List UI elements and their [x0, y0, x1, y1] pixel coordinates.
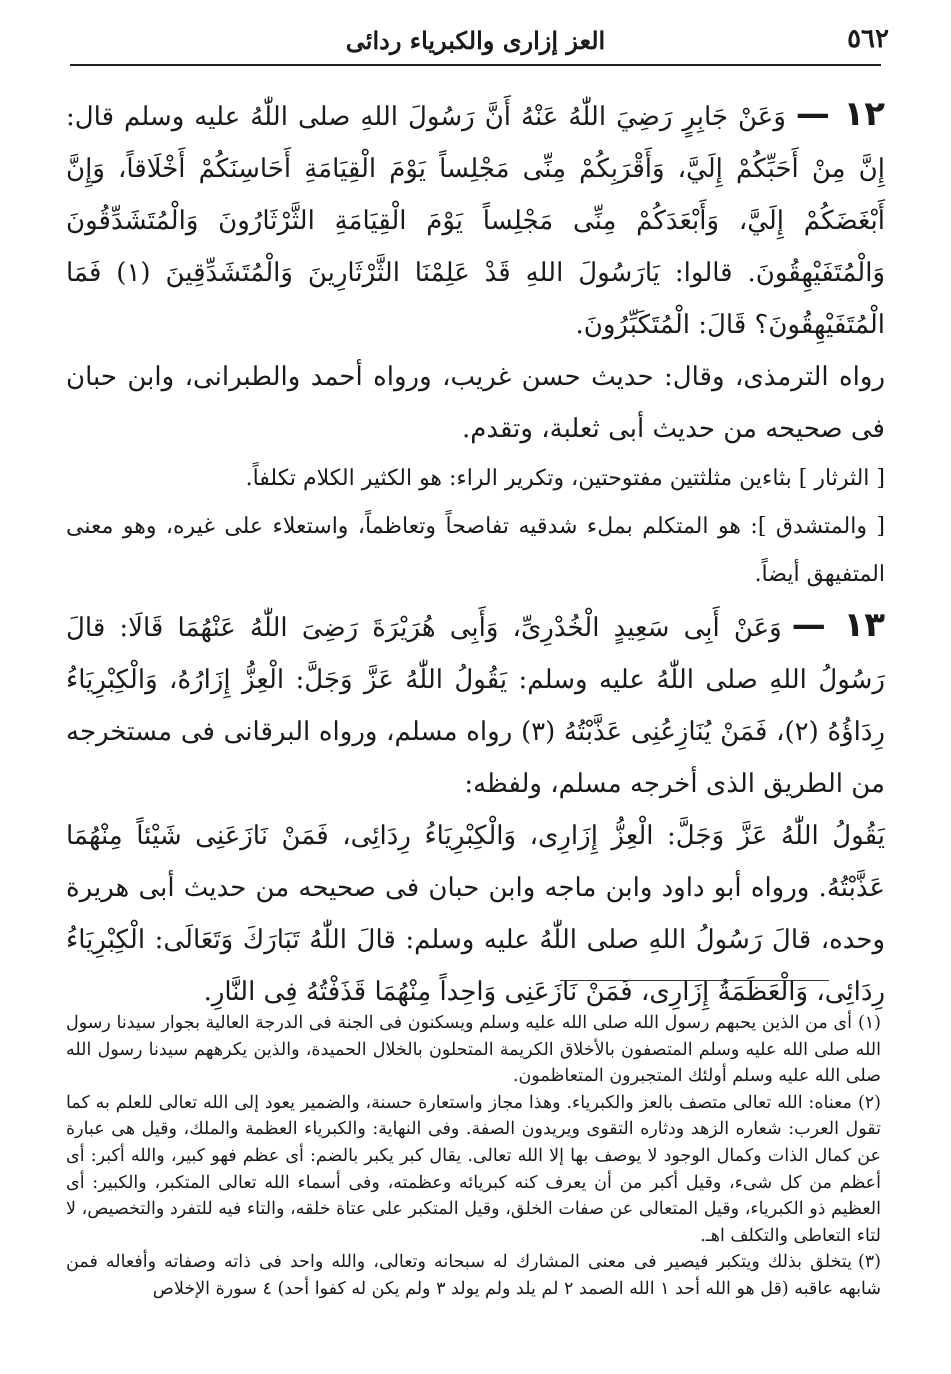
footnote: [66, 1090, 881, 1250]
footnote-number: (١): [857, 1013, 881, 1033]
gloss-tharthar: [ الثرثار ] بثاءين مثلثتين مفتوحتين، وتكرير الراء: هو الكثير الكلام تكلفاً.: [245, 466, 885, 491]
footnote: [66, 1249, 881, 1302]
footnote-number: (٣): [857, 1252, 881, 1273]
hadith-source: رواه الترمذى، وقال: حديث حسن غريب، ورواه أحمد والطبرانى، وابن حبان فى صحيحه من حديث أبى ثعلبة، وتقدم.: [66, 362, 885, 444]
hadith-text: وَعَنْ أَبِى سَعِيدٍ الْخُدْرِىِّ، وَأَبِى هُرَيْرَةَ رَضِىَ اللّٰهُ عَنْهُمَا قَالَا: قالَ رَسُولُ اللهِ صلى اللّٰهُ عليه وسلم: يَقُولُ اللّٰهُ عَزَّ وَجَلَّ: الْعِزُّ إِزَارُهُ، وَالْكِبْرِيَاءُ رِدَاؤُهُ (٢)، فَمَنْ يُنَازِعُنِى عَذَّبْتُهُ (٣) رواه مسلم، ورواه البرقانى فى مستخرجه من الطريق الذى أخرجه مسلم، ولفظه:: [66, 613, 885, 799]
main-text: [66, 88, 885, 1018]
footnote: [66, 1010, 881, 1090]
hadith-text: وَعَنْ جَابِرٍ رَضِيَ اللّٰهُ عَنْهُ أَنَّ رَسُولَ اللهِ صلى اللّٰهُ عليه وسلم قال: إِنَّ مِنْ أَحَبِّكُمْ إِلَيَّ، وَأَقْرَبِكُمْ مِنِّى مَجْلِساً يَوْمَ الْقِيَامَةِ أَحَاسِنَكُمْ أَخْلَاقاً، وَإِنَّ أَبْغَضَكُمْ إِلَيَّ، وَأَبْعَدَكُمْ مِنِّى مَجْلِساً يَوْمَ الْقِيَامَةِ الثَّرْثَارُونَ وَالْمُتَشَدِّقُونَ وَالْمُتَفَيْهِقُونَ. قالوا: يَارَسُولَ اللهِ قَدْ عَلِمْنَا الثَّرْثَارِينَ وَالْمُتَشَدِّقِينَ (١) فَمَا الْمُتَفَيْهِقُونَ؟ قَالَ: الْمُتَكَبِّرُونَ.: [66, 102, 886, 340]
footnote-text: يتخلق بذلك ويتكبر فيصير فى معنى المشارك له سبحانه وتعالى، والله واحد فى ذاته وصفاته وأفعاله فمن شابهه عاقبه (قل هو الله أحد ١ الله الصمد ٢ لم يلد ولم يولد ٣ ولم يكن له كفوا أحد) ٤ سورة الإخلاص: [66, 1252, 881, 1299]
hadith-12: [66, 88, 885, 351]
running-header: [58, 20, 893, 66]
hadith-13-continuation: يَقُولُ اللّٰهُ عَزَّ وَجَلَّ: الْعِزُّ إِزَارِى، وَالْكِبْرِيَاءُ رِدَائِى، فَمَنْ نَازَعَنِى شَيْئاً مِنْهُمَا عَذَّبْتُهُ. ورواه أبو داود وابن ماجه وابن حبان فى صحيحه من حديث أبى هريرة وحده، قالَ رَسُولُ اللهِ صلى اللّٰهُ عليه وسلم: قالَ اللّٰهُ تَبَارَكَ وَتَعَالَى: الْكِبْرِيَاءُ رِدَائِى، وَالْعَظَمَةُ إِزَارِى، فَمَنْ نَازَعَنِى وَاحِداً مِنْهُمَا قَذَفْتُهُ فِى النَّارِ.: [66, 821, 885, 1007]
footnote-number: (٢): [857, 1092, 881, 1113]
page-number: ٥٦٢: [847, 24, 889, 54]
header-rule: [70, 64, 881, 66]
footnote-text: معناه: الله تعالى متصف بالعز والكبرياء. وهذا مجاز واستعارة حسنة، والضمير يعود إلى الله تعالى للعلم به كما تقول العرب: شعاره الزهد ودثاره التقوى ويريدون الصفة. وفى النهاية: والكبرياء العظمة والملك، وقيل هى عبارة عن كمال الذات وكمال الوجود لا يوصف بها إلا الله تعالى. يقال كبر يكبر بالضم: أى عظم فهو كبير، والله أكبر: أى أعظم من كل شىء، وقيل أكبر من أن يعرف كنه كبريائه وعظمته، وفى أسماء الله تعالى المتكبر، والكبير: أى العظيم ذو الكبرياء، وقيل المتعالى عن صفات الخلق، وقيل المتكبر على عتاة خلقه، والتاء فيه للتفرد والتخصيص، لا لتاء التعاطى والتكلف اهـ.: [66, 1092, 881, 1246]
gloss-mutashaddiq: [ والمتشدق ]: هو المتكلم بملء شدقيه تفاصحاً وتعاظماً، واستعلاء على غيره، وهو معنى المتفيهق أيضاً.: [66, 514, 885, 587]
running-title: العز إزارى والكبرياء ردائى: [345, 26, 606, 55]
hadith-13: [66, 599, 885, 810]
footnote-divider: [560, 980, 829, 981]
footnote-text: أى من الذين يحبهم رسول الله صلى الله عليه وسلم ويسكنون فى الجنة فى الدرجة العالية بجوار سيدنا رسول الله صلى الله عليه وسلم المتصفون بالأخلاق الكريمة المتحلون بالخلال الحميدة، والذين يكرههم سيدنا رسول الله صلى الله عليه وسلم أولئك المتجبرون المتعاظمون.: [66, 1013, 881, 1087]
footnotes: [66, 1010, 881, 1303]
hadith-number: ١٣ —: [791, 605, 885, 645]
hadith-number: ١٢ —: [795, 94, 885, 134]
